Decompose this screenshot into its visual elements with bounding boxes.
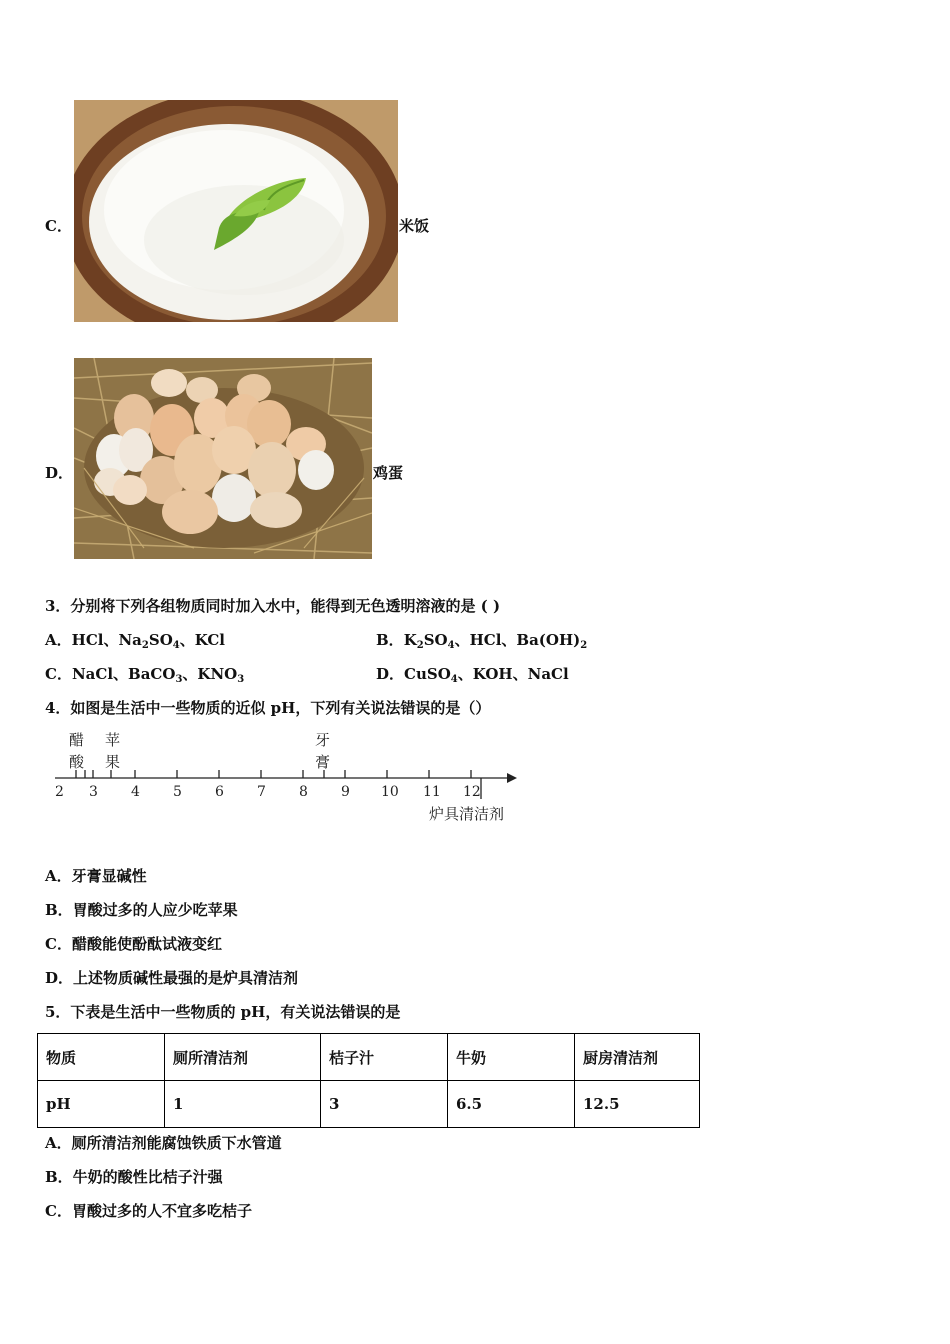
ph-tick-labels <box>55 784 481 800</box>
q4-option-d: D．上述物质碱性最强的是炉具清洁剂 <box>45 969 299 987</box>
label-cu: 醋 <box>69 731 85 749</box>
q4-option-a: A．牙膏显碱性 <box>45 867 147 885</box>
label-suan: 酸 <box>69 753 85 771</box>
q3-option-b: B．$K_2SO_4$、HCl、$Ba(OH)_2$ <box>376 631 588 651</box>
label-ya: 牙 <box>315 731 331 749</box>
option-d-caption: 鸡蛋 <box>373 464 404 482</box>
tick-6: 6 <box>215 784 224 800</box>
table-row <box>38 1081 700 1128</box>
table-cell: 厨房清洁剂 <box>575 1034 700 1081</box>
tick-3: 3 <box>89 784 98 800</box>
tick-12: 12 <box>463 784 481 800</box>
option-c-label: C． <box>45 217 72 235</box>
tick-7: 7 <box>257 784 266 800</box>
q4-option-b: B．胃酸过多的人应少吃苹果 <box>45 901 238 919</box>
tick-11: 11 <box>423 784 441 800</box>
table-cell: pH <box>38 1081 165 1128</box>
tick-4: 4 <box>131 784 140 800</box>
tick-10: 10 <box>381 784 399 800</box>
q3-stem: 3．分别将下列各组物质同时加入水中，能得到无色透明溶液的是 ( ) <box>45 597 501 615</box>
table-row <box>38 1034 700 1081</box>
eggs-nest-image <box>74 358 372 559</box>
label-guo: 果 <box>105 753 121 771</box>
ph-scale-diagram <box>45 725 525 830</box>
ph-table <box>37 1033 700 1128</box>
tick-2: 2 <box>55 784 64 800</box>
table-cell: 3 <box>321 1081 448 1128</box>
table-cell: 牛奶 <box>448 1034 575 1081</box>
option-c-caption: 米饭 <box>399 217 430 235</box>
table-cell: 12.5 <box>575 1081 700 1128</box>
label-stove-cleaner: 炉具清洁剂 <box>429 805 505 823</box>
table-cell: 物质 <box>38 1034 165 1081</box>
label-ping: 苹 <box>105 731 121 749</box>
table-cell: 1 <box>165 1081 321 1128</box>
ph-axis-arrow <box>507 773 517 783</box>
eggs-photo <box>74 358 372 559</box>
q3-option-a: A．HCl、$Na_2SO_4$、KCl <box>45 631 226 651</box>
q3-option-d: D．CuSO$_4$、KOH、NaCl <box>376 665 569 685</box>
tick-8: 8 <box>299 784 308 800</box>
tick-5: 5 <box>173 784 182 800</box>
q5-option-c: C．胃酸过多的人不宜多吃桔子 <box>45 1202 252 1220</box>
table-cell: 6.5 <box>448 1081 575 1128</box>
label-gao: 膏 <box>315 753 331 771</box>
top-labels <box>69 731 330 771</box>
rice-bowl-image <box>74 100 398 322</box>
table-cell: 桔子汁 <box>321 1034 448 1081</box>
q5-option-b: B．牛奶的酸性比桔子汁强 <box>45 1168 223 1186</box>
rice-photo <box>74 100 398 322</box>
table-cell: 厕所清洁剂 <box>165 1034 321 1081</box>
q5-option-a: A．厕所清洁剂能腐蚀铁质下水管道 <box>45 1134 282 1152</box>
option-d-label: D． <box>45 464 74 482</box>
q3-option-c: C．NaCl、BaCO$_3$、$KNO_3$ <box>45 665 245 685</box>
q5-stem: 5．下表是生活中一些物质的 pH，有关说法错误的是 <box>45 1003 401 1021</box>
q4-stem: 4．如图是生活中一些物质的近似 pH，下列有关说法错误的是（） <box>45 699 491 717</box>
tick-9: 9 <box>341 784 350 800</box>
q4-option-c: C．醋酸能使酚酞试液变红 <box>45 935 222 953</box>
